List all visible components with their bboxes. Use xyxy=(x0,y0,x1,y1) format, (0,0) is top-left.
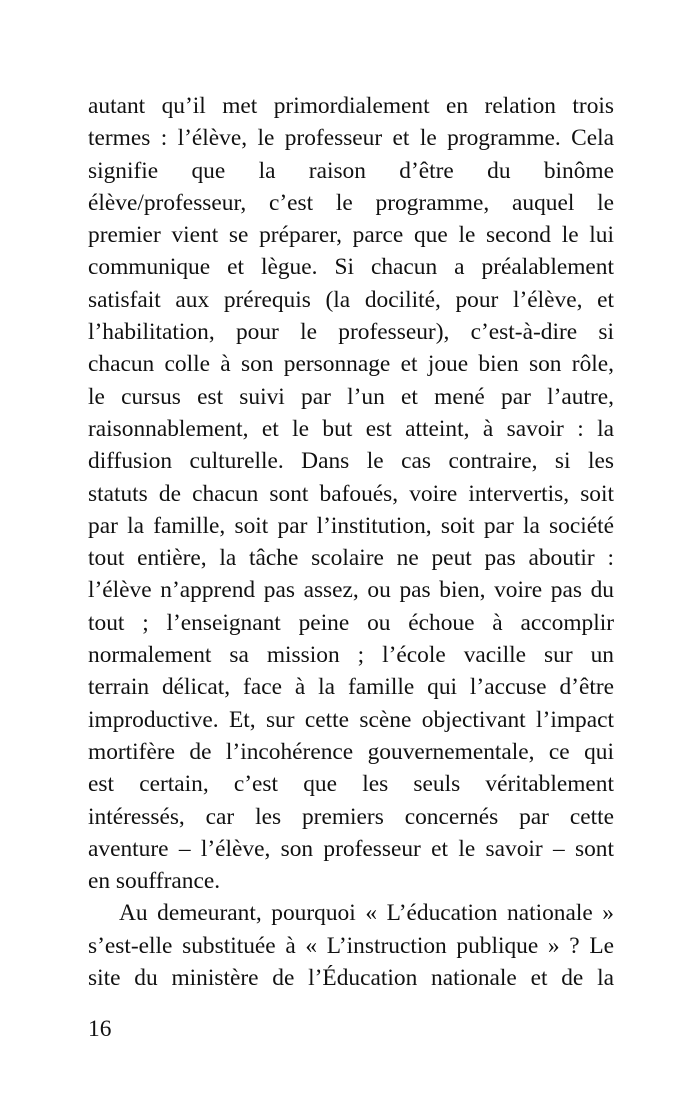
text-line: s’est-elle substituée à « L’instruction publique » ? Le xyxy=(88,932,614,959)
text-line: raisonnablement, et le but est atteint, à savoir : la xyxy=(88,415,614,442)
text-line: statuts de chacun sont bafoués, voire intervertis, soit xyxy=(88,480,614,507)
text-line: l’élève n’apprend pas assez, ou pas bien, voire pas du xyxy=(88,577,614,604)
text-line: Au demeurant, pourquoi « L’éducation nationale » xyxy=(119,900,614,927)
text-line: le cursus est suivi par l’un et mené par l’autre, xyxy=(88,383,614,410)
text-line: termes : l’élève, le professeur et le programme. Cela xyxy=(88,125,614,152)
text-line: tout entière, la tâche scolaire ne peut pas aboutir : xyxy=(88,545,614,572)
text-line: site du ministère de l’Éducation nationale et de la xyxy=(88,965,614,992)
body-text xyxy=(88,90,614,994)
text-line: en souffrance. xyxy=(88,868,221,895)
paragraph-2 xyxy=(88,897,614,994)
text-line: aventure – l’élève, son professeur et le savoir – sont xyxy=(88,835,614,862)
text-line: par la famille, soit par l’institution, soit par la société xyxy=(88,512,614,539)
text-line: diffusion culturelle. Dans le cas contraire, si les xyxy=(88,448,614,475)
page-number: 16 xyxy=(88,1016,112,1042)
text-line: chacun colle à son personnage et joue bien son rôle, xyxy=(88,351,614,378)
text-line: élève/professeur, c’est le programme, auquel le xyxy=(88,189,614,216)
text-line: est certain, c’est que les seuls véritablement xyxy=(88,771,614,798)
text-line: l’habilitation, pour le professeur), c’est-à-dire si xyxy=(88,319,614,346)
text-line: autant qu’il met primordialement en relation trois xyxy=(88,93,614,119)
text-line: improductive. Et, sur cette scène objectivant l’impact xyxy=(88,706,614,733)
text-line: premier vient se préparer, parce que le second le lui xyxy=(88,222,614,249)
text-line: communique et lègue. Si chacun a préalablement xyxy=(88,254,614,281)
text-line: normalement sa mission ; l’école vacille sur un xyxy=(88,642,614,669)
text-line: satisfait aux prérequis (la docilité, pour l’élève, et xyxy=(88,286,614,313)
text-line: mortifère de l’incohérence gouvernementale, ce qui xyxy=(88,738,614,765)
text-line: tout ; l’enseignant peine ou échoue à accomplir xyxy=(88,609,614,636)
text-line: terrain délicat, face à la famille qui l’accuse d’être xyxy=(88,674,614,701)
text-line: intéressés, car les premiers concernés par cette xyxy=(88,803,614,830)
text-line: signifie que la raison d’être du binôme xyxy=(88,157,614,184)
paragraph-1 xyxy=(88,90,614,897)
